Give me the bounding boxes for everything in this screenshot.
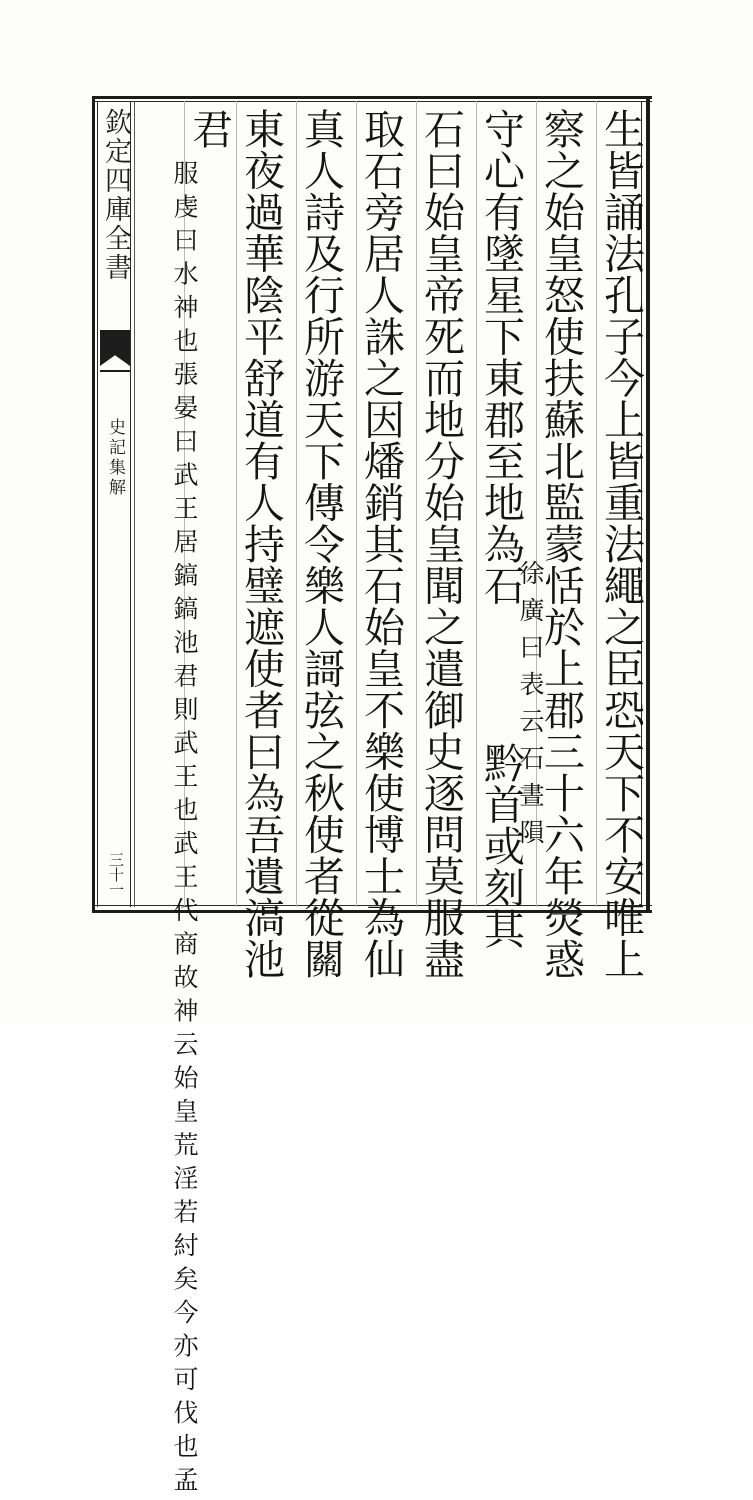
gutter-book-title: 欽定四庫全書: [100, 108, 131, 282]
text-column-3-annotation: 徐廣曰表云石晝隕: [516, 560, 545, 856]
text-column-7: 東夜過華陰平舒道有人持璧遮使者曰為吾遺滈池: [237, 108, 285, 980]
text-column-8: 君: [185, 108, 233, 150]
text-column-1: 生皆誦法孔子今上皆重法繩之臣恐天下不安唯上: [597, 108, 645, 980]
text-column-6: 真人詩及行所游天下傳令樂人謌弦之秋使者從關: [297, 108, 345, 980]
frame-left-border: [92, 96, 95, 913]
gutter-section-title: 史記集解: [105, 418, 125, 498]
folio-number: 三十一: [107, 852, 125, 897]
gutter-divider-secondary: [134, 101, 135, 907]
text-column-3: 守心有墜星下東郡至地為石: [477, 108, 525, 606]
text-column-5: 取石旁居人誅之因燔銷其石始皇不樂使博士為仙: [357, 108, 405, 980]
frame-top-inner-border: [92, 101, 652, 102]
fishtail-mark-icon: [100, 330, 130, 366]
text-column-4: 石曰始皇帝死而地分始皇聞之遣御史逐問莫服盡: [417, 108, 465, 980]
frame-top-border: [92, 96, 652, 99]
text-column-2: 察之始皇怒使扶蘇北監蒙恬於上郡三十六年熒惑: [537, 108, 585, 980]
text-column-8-annotation: 服虔曰水神也張晏曰武王居鎬鎬池君則武王也武王代商故神云始皇荒淫若紂矣今亦可伐也孟: [170, 160, 199, 1500]
text-column-3-continued: 黔首或刻其: [477, 742, 525, 950]
fishtail-line: [100, 370, 130, 372]
frame-right-border: [646, 96, 650, 913]
frame-left-inner-border: [97, 101, 98, 907]
